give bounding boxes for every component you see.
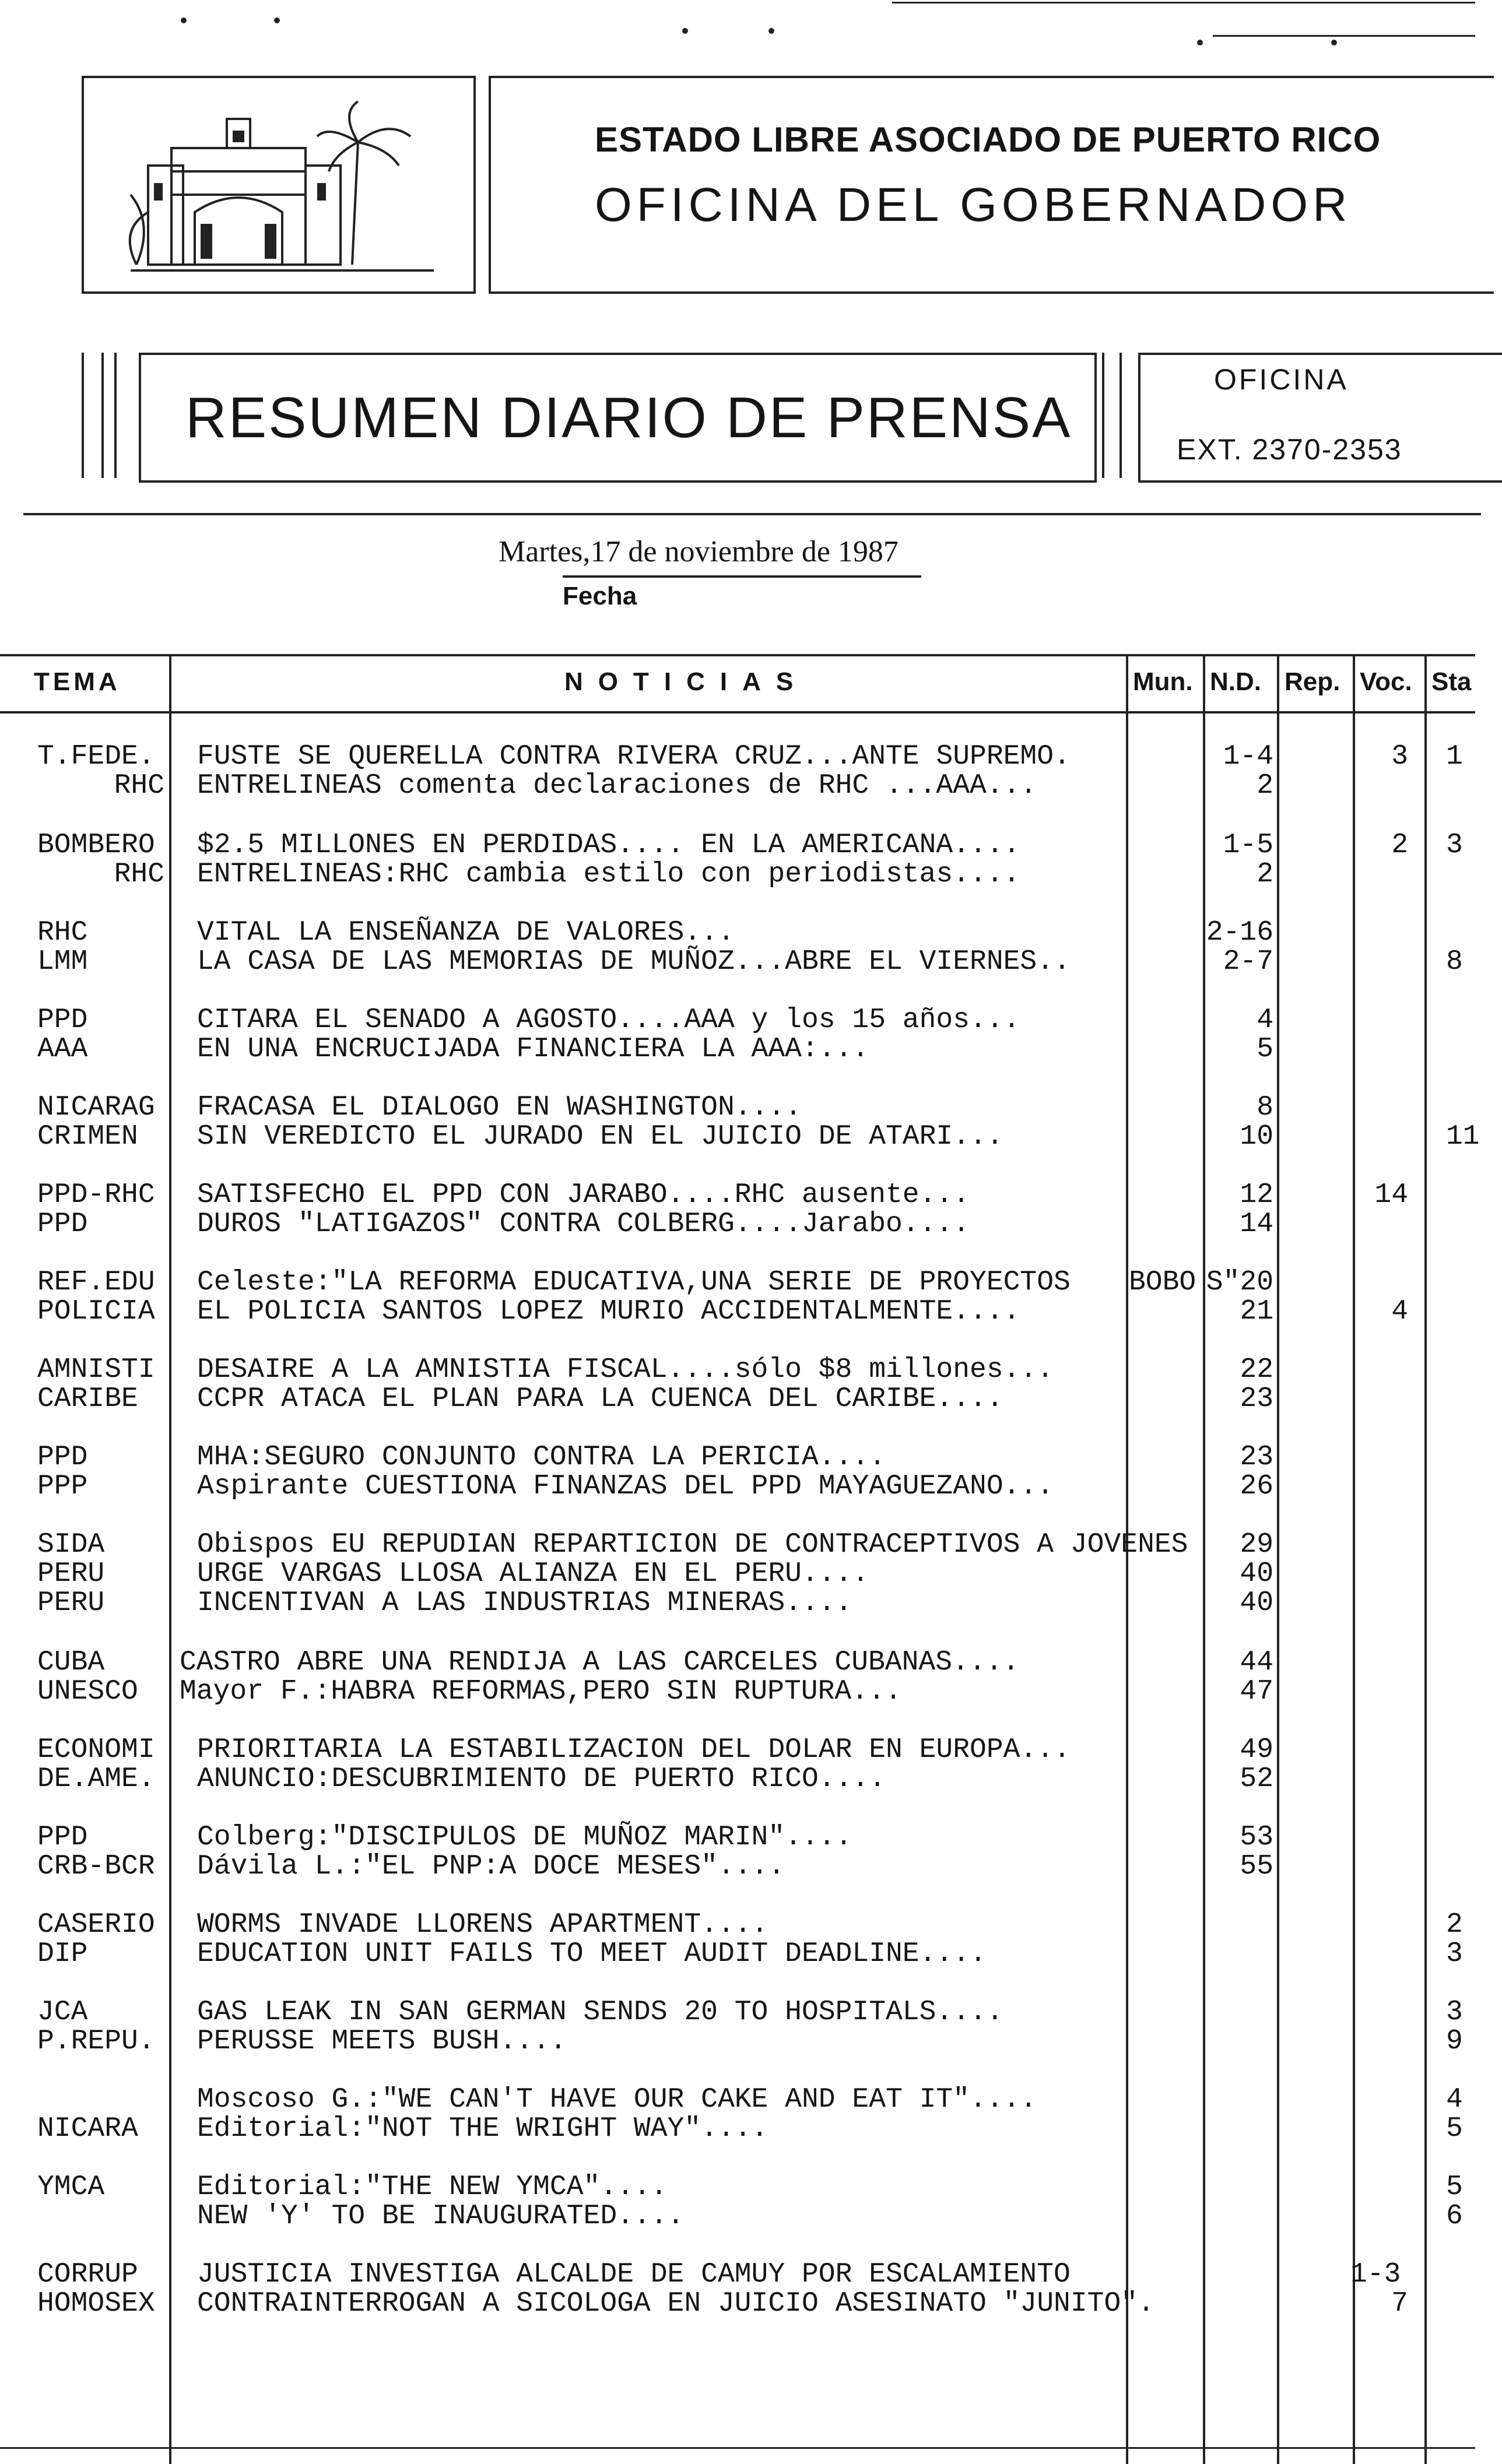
row-noticia: GAS LEAK IN SAN GERMAN SENDS 20 TO HOSPITALS....	[197, 1996, 1003, 2028]
row-tema: HOMOSEX	[37, 2288, 155, 2319]
row-noticia: MHA:SEGURO CONJUNTO CONTRA LA PERICIA....	[197, 1442, 886, 1473]
row-noticia: EDUCATION UNIT FAILS TO MEET AUDIT DEADLINE....	[197, 1938, 987, 1970]
speck	[1197, 40, 1203, 45]
row-voc: 7	[1391, 2288, 1408, 2319]
row-noticia: CCPR ATACA EL PLAN PARA LA CUENCA DEL CARIBE....	[197, 1383, 1003, 1415]
col-header-sta: Sta	[1431, 667, 1472, 696]
row-noticia: Colberg:"DISCIPULOS DE MUÑOZ MARIN"....	[197, 1822, 852, 1853]
banner-bars-right	[1102, 353, 1122, 478]
row-noticia: Editorial:"THE NEW YMCA"....	[197, 2171, 668, 2203]
row-nd: 1-4	[1223, 741, 1273, 772]
row-voc: 3	[1391, 741, 1408, 772]
banner-bars-left	[82, 353, 104, 478]
row-nd: 26	[1240, 1471, 1273, 1502]
bottom-rule	[0, 2447, 1475, 2449]
row-tema: PPD	[37, 1822, 88, 1853]
row-noticia: SIN VEREDICTO EL JURADO EN EL JUICIO DE ATARI...	[197, 1121, 1003, 1152]
row-tema: CRB-BCR	[37, 1851, 155, 1882]
office-label: OFICINA	[1214, 363, 1349, 396]
row-nd: 2-16	[1206, 917, 1273, 948]
row-nd: 14	[1240, 1208, 1273, 1240]
row-nd: 5	[1257, 1034, 1273, 1065]
row-tema: BOMBERO	[37, 829, 155, 861]
row-tema: DE.AME.	[37, 1763, 155, 1795]
row-mun: BOBO	[1129, 1267, 1196, 1298]
row-noticia: $2.5 MILLONES EN PERDIDAS.... EN LA AMERICANA....	[197, 829, 1020, 861]
header-line2: OFICINA DEL GOBERNADOR	[595, 178, 1352, 231]
speck	[682, 28, 688, 34]
row-sta: 8	[1446, 946, 1463, 978]
banner-bars-left-inner	[114, 353, 132, 478]
row-nd: 10	[1240, 1121, 1273, 1152]
row-tema: PERU	[37, 1587, 105, 1619]
row-noticia: Moscoso G.:"WE CAN'T HAVE OUR CAKE AND EAT IT"....	[197, 2084, 1037, 2115]
row-tema: CORRUP	[37, 2259, 138, 2290]
row-noticia: INCENTIVAN A LAS INDUSTRIAS MINERAS....	[197, 1587, 852, 1619]
row-tema: PPD-RHC	[37, 1179, 155, 1211]
speck	[274, 17, 280, 23]
row-nd: 52	[1240, 1763, 1273, 1795]
row-tema: JCA	[37, 1996, 88, 2028]
row-nd: 2	[1257, 770, 1273, 802]
date-underline	[563, 575, 921, 578]
row-noticia: Obispos EU REPUDIAN REPARTICION DE CONTRACEPTIVOS A JOVENES	[197, 1529, 1188, 1560]
row-noticia: EL POLICIA SANTOS LOPEZ MURIO ACCIDENTALMENTE....	[197, 1296, 1020, 1327]
row-noticia: VITAL LA ENSEÑANZA DE VALORES...	[197, 917, 735, 948]
col-header-noticias: NOTICIAS	[564, 667, 809, 696]
row-voc: 14	[1374, 1179, 1408, 1211]
row-nd: 47	[1240, 1676, 1273, 1707]
row-tema: LMM	[37, 946, 88, 978]
row-tema: PPP	[37, 1471, 88, 1502]
row-noticia: Dávila L.:"EL PNP:A DOCE MESES"....	[197, 1851, 785, 1882]
row-noticia: FRACASA EL DIALOGO EN WASHINGTON....	[197, 1092, 802, 1123]
col-header-voc: Voc.	[1360, 667, 1412, 696]
row-noticia: ENTRELINEAS:RHC cambia estilo con periodistas....	[197, 859, 1020, 890]
header-line1: ESTADO LIBRE ASOCIADO DE PUERTO RICO	[595, 120, 1381, 159]
row-nd: 53	[1240, 1822, 1273, 1853]
row-voc: 1-3	[1350, 2259, 1401, 2290]
row-tema: AAA	[37, 1034, 88, 1065]
logo-box	[82, 76, 476, 294]
row-tema: T.FEDE.	[37, 741, 155, 772]
row-nd: 55	[1240, 1851, 1273, 1882]
row-noticia: JUSTICIA INVESTIGA ALCALDE DE CAMUY POR ESCALAMIENTO	[197, 2259, 1071, 2290]
row-noticia: ENTRELINEAS comenta declaraciones de RHC ...AAA...	[197, 770, 1037, 802]
row-nd: 2	[1257, 859, 1273, 890]
row-sta: 4	[1446, 2084, 1463, 2115]
row-voc: 2	[1391, 829, 1408, 861]
row-nd: 23	[1240, 1442, 1273, 1473]
col-header-nd: N.D.	[1210, 667, 1261, 696]
row-nd: 4	[1257, 1004, 1273, 1036]
row-sta: 11	[1446, 1121, 1480, 1152]
row-nd: 8	[1257, 1092, 1273, 1123]
row-nd: 22	[1240, 1354, 1273, 1386]
row-nd: 1-5	[1223, 829, 1273, 861]
row-nd: 40	[1240, 1558, 1273, 1590]
header-separator	[23, 513, 1481, 515]
row-nd: 21	[1240, 1296, 1273, 1327]
table-header-rule	[0, 711, 1475, 713]
row-tema: CUBA	[37, 1647, 105, 1678]
row-sta: 1	[1446, 741, 1463, 772]
col-header-mun: Mun.	[1133, 667, 1193, 696]
row-noticia: CITARA EL SENADO A AGOSTO....AAA y los 15 años...	[197, 1004, 1020, 1036]
row-noticia: Mayor F.:HABRA REFORMAS,PERO SIN RUPTURA...	[180, 1676, 902, 1707]
row-nd: 23	[1240, 1383, 1273, 1415]
speck	[1331, 40, 1337, 45]
row-voc: 4	[1391, 1296, 1408, 1327]
top-rule	[892, 2, 1475, 3]
row-nd: 49	[1240, 1734, 1273, 1766]
row-noticia: DUROS "LATIGAZOS" CONTRA COLBERG....Jarabo....	[197, 1208, 970, 1240]
row-tema: SIDA	[37, 1529, 105, 1560]
row-tema: AMNISTI	[37, 1354, 155, 1386]
row-sta: 5	[1446, 2113, 1463, 2145]
row-tema: UNESCO	[37, 1676, 138, 1707]
row-sta: 3	[1446, 829, 1463, 861]
row-noticia: CASTRO ABRE UNA RENDIJA A LAS CARCELES CUBANAS....	[180, 1647, 1020, 1678]
row-sta: 9	[1446, 2026, 1463, 2057]
row-sta: 3	[1446, 1996, 1463, 2028]
row-nd: 29	[1240, 1529, 1273, 1560]
col-header-rep: Rep.	[1285, 667, 1340, 696]
row-tema: RHC	[114, 770, 164, 802]
row-noticia: PERUSSE MEETS BUSH....	[197, 2026, 567, 2057]
row-noticia: ANUNCIO:DESCUBRIMIENTO DE PUERTO RICO....	[197, 1763, 886, 1795]
row-tema: CARIBE	[37, 1383, 138, 1415]
row-noticia: SATISFECHO EL PPD CON JARABO....RHC ausente...	[197, 1179, 970, 1211]
row-tema: P.REPU.	[37, 2026, 155, 2057]
col-divider	[169, 654, 171, 2464]
col-divider	[1353, 654, 1355, 2464]
row-noticia: CONTRAINTERROGAN A SICOLOGA EN JUICIO ASESINATO "JUNITO".	[197, 2288, 1154, 2319]
row-noticia: PRIORITARIA LA ESTABILIZACION DEL DOLAR EN EUROPA...	[197, 1734, 1071, 1766]
row-noticia: DESAIRE A LA AMNISTIA FISCAL....sólo $8 millones...	[197, 1354, 1054, 1386]
row-noticia: URGE VARGAS LLOSA ALIANZA EN EL PERU....	[197, 1558, 869, 1590]
col-divider	[1277, 654, 1279, 2464]
row-noticia: LA CASA DE LAS MEMORIAS DE MUÑOZ...ABRE EL VIERNES..	[197, 946, 1071, 978]
office-extension: EXT. 2370-2353	[1177, 433, 1402, 466]
row-tema: RHC	[37, 917, 88, 948]
row-noticia: NEW 'Y' TO BE INAUGURATED....	[197, 2201, 685, 2232]
row-noticia: Aspirante CUESTIONA FINANZAS DEL PPD MAYAGUEZANO...	[197, 1471, 1054, 1502]
row-tema: POLICIA	[37, 1296, 155, 1327]
row-tema: CASERIO	[37, 1909, 155, 1941]
row-sta: 3	[1446, 1938, 1463, 1970]
row-tema: REF.EDU	[37, 1267, 155, 1298]
row-nd: S"20	[1206, 1267, 1273, 1298]
row-sta: 5	[1446, 2171, 1463, 2203]
row-noticia: Editorial:"NOT THE WRIGHT WAY"....	[197, 2113, 768, 2145]
col-header-tema: TEMA	[34, 667, 121, 696]
row-tema: PPD	[37, 1442, 88, 1473]
row-noticia: FUSTE SE QUERELLA CONTRA RIVERA CRUZ...ANTE SUPREMO.	[197, 741, 1071, 772]
date-label: Fecha	[563, 582, 637, 610]
row-nd: 44	[1240, 1647, 1273, 1678]
date-value: Martes,17 de noviembre de 1987	[499, 535, 899, 568]
row-tema: NICARAG	[37, 1092, 155, 1123]
row-sta: 2	[1446, 1909, 1463, 1941]
row-tema: DIP	[37, 1938, 88, 1970]
row-tema: PERU	[37, 1558, 105, 1590]
row-tema: NICARA	[37, 2113, 138, 2145]
table-top-rule	[0, 654, 1475, 656]
speck	[181, 17, 187, 23]
row-tema: RHC	[114, 859, 164, 890]
row-noticia: WORMS INVADE LLORENS APARTMENT....	[197, 1909, 768, 1941]
speck	[768, 28, 774, 34]
row-nd: 40	[1240, 1587, 1273, 1619]
row-nd: 12	[1240, 1179, 1273, 1211]
row-tema: ECONOMI	[37, 1734, 155, 1766]
row-sta: 6	[1446, 2201, 1463, 2232]
row-tema: YMCA	[37, 2171, 105, 2203]
col-divider	[1424, 654, 1427, 2464]
top-rule	[1213, 35, 1475, 37]
row-nd: 2-7	[1223, 946, 1273, 978]
row-tema: PPD	[37, 1208, 88, 1240]
row-tema: PPD	[37, 1004, 88, 1036]
row-noticia: Celeste:"LA REFORMA EDUCATIVA,UNA SERIE DE PROYECTOS	[197, 1267, 1071, 1298]
row-noticia: EN UNA ENCRUCIJADA FINANCIERA LA AAA:...	[197, 1034, 869, 1065]
row-tema: CRIMEN	[37, 1121, 138, 1152]
banner-title: RESUMEN DIARIO DE PRENSA	[185, 385, 1072, 449]
fortaleza-logo	[84, 78, 473, 291]
